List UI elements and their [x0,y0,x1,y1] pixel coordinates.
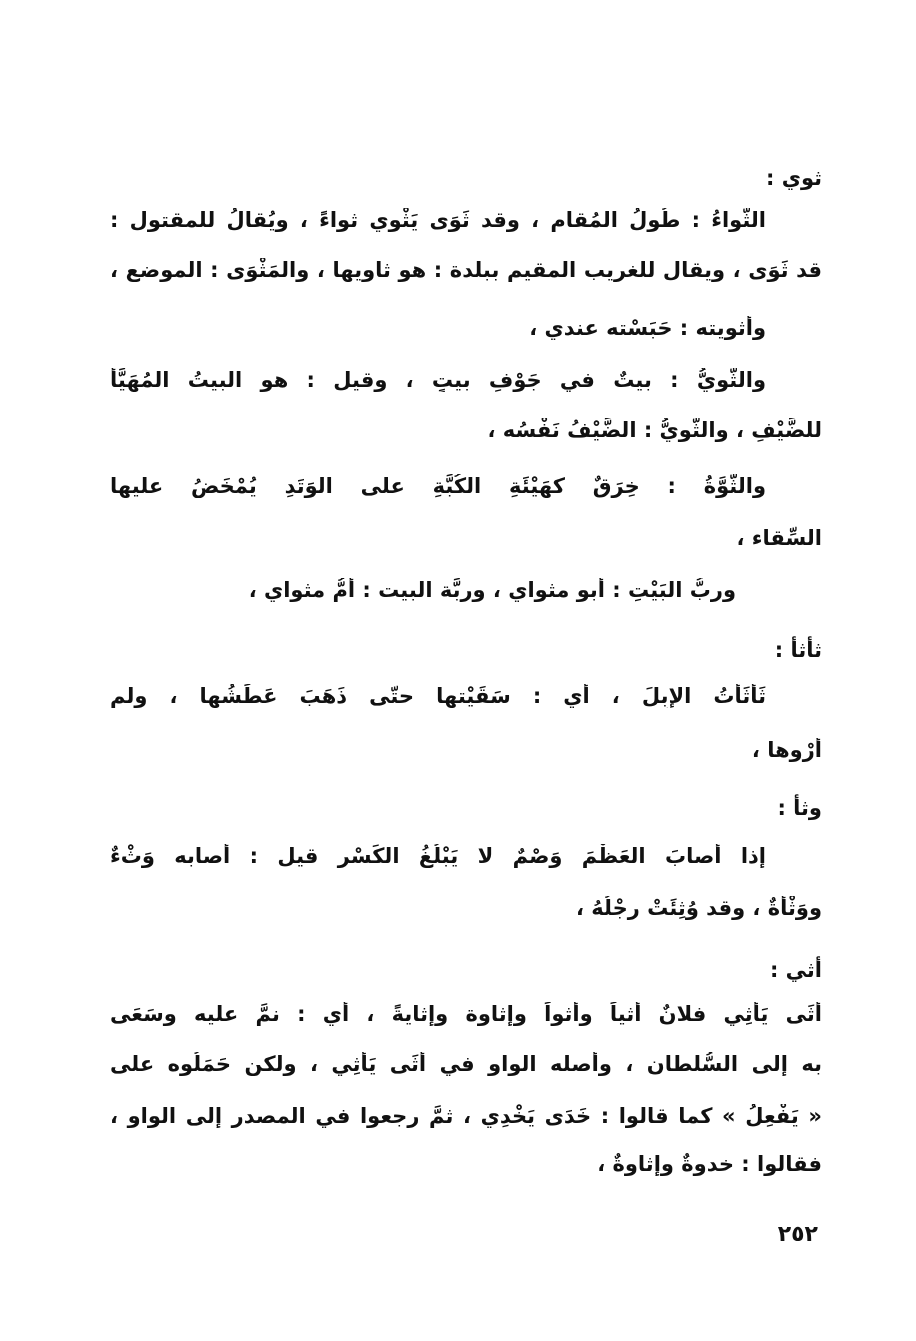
entry-line: فقالوا : خدوةٌ وإثاوةٌ ، [597,1152,822,1176]
entry-line: « يَفْعِلُ » كما قالوا : خَدَى يَخْدِي ، ثمَّ رجعوا في المصدر إلى الواو ، [110,1104,822,1128]
entry-line: أَثَى يَأْثِي فلانٌ أثياً وأثواً وإثاوة وإثايةً ، أي : نمَّ عليه وسَعَى [110,1002,822,1026]
entry-line: أُرْوِها ، [751,738,822,762]
entry-heading-thatha: ثأثأ : [774,638,822,662]
entry-line: والثُّوَّةُ : خِرَقٌ كهَيْئَةِ الكُبَّةِ على الوَتَدِ يُمْخَضُ عليها [110,474,766,498]
entry-line: وربُّ البَيْتِ : أبو مثواي ، وربَّة البيت : أمُّ مثواي ، [248,578,736,602]
entry-line: به إلى السُّلطان ، وأصله الواو في أَثَى يَأْثِي ، ولكن حَمَلُوه على [110,1052,822,1076]
entry-line: وأثويته : حَبَسْته عندي ، [529,316,766,340]
page-number: ٢٥٢ [777,1222,818,1247]
entry-line: ثَأْثَأْتُ الإبِلَ ، أي : سَقَيْتها حتّى ذَهَبَ عَطَشُها ، ولم [110,684,766,708]
entry-heading-watha: وثأ : [777,796,822,820]
entry-line: للضَّيْفِ ، والثَّوِيُّ : الضَّيْفُ نَفْسُه ، [487,418,822,442]
entry-line: إذا أصابَ العَظْمَ وَصْمٌ لا يَبْلُغُ الكَسْر قيل : أصابه وَثْءٌ [110,844,766,868]
entry-line: قد ثَوَى ، ويقال للغريب المقيم ببلدة : هو ثاويها ، والمَثْوَى : الموضع ، [110,258,822,282]
entry-heading-thwy: ثوي : [765,166,822,190]
entry-line: السِّقاء ، [736,526,822,550]
entry-line: الثَّواءُ : طُولُ المُقام ، وقد ثَوَى يَثْوِي ثواءً ، ويُقالُ للمقتول : [110,208,766,232]
entry-line: والثَّوِيُّ : بيتٌ في جَوْفِ بيتٍ ، وقيل : هو البيتُ المُهَيَّأُ [110,368,766,392]
entry-heading-athy: أثي : [769,958,822,982]
entry-line: ووَثْأَةٌ ، وقد وُثِئَتْ رِجْلُهُ ، [576,896,822,920]
